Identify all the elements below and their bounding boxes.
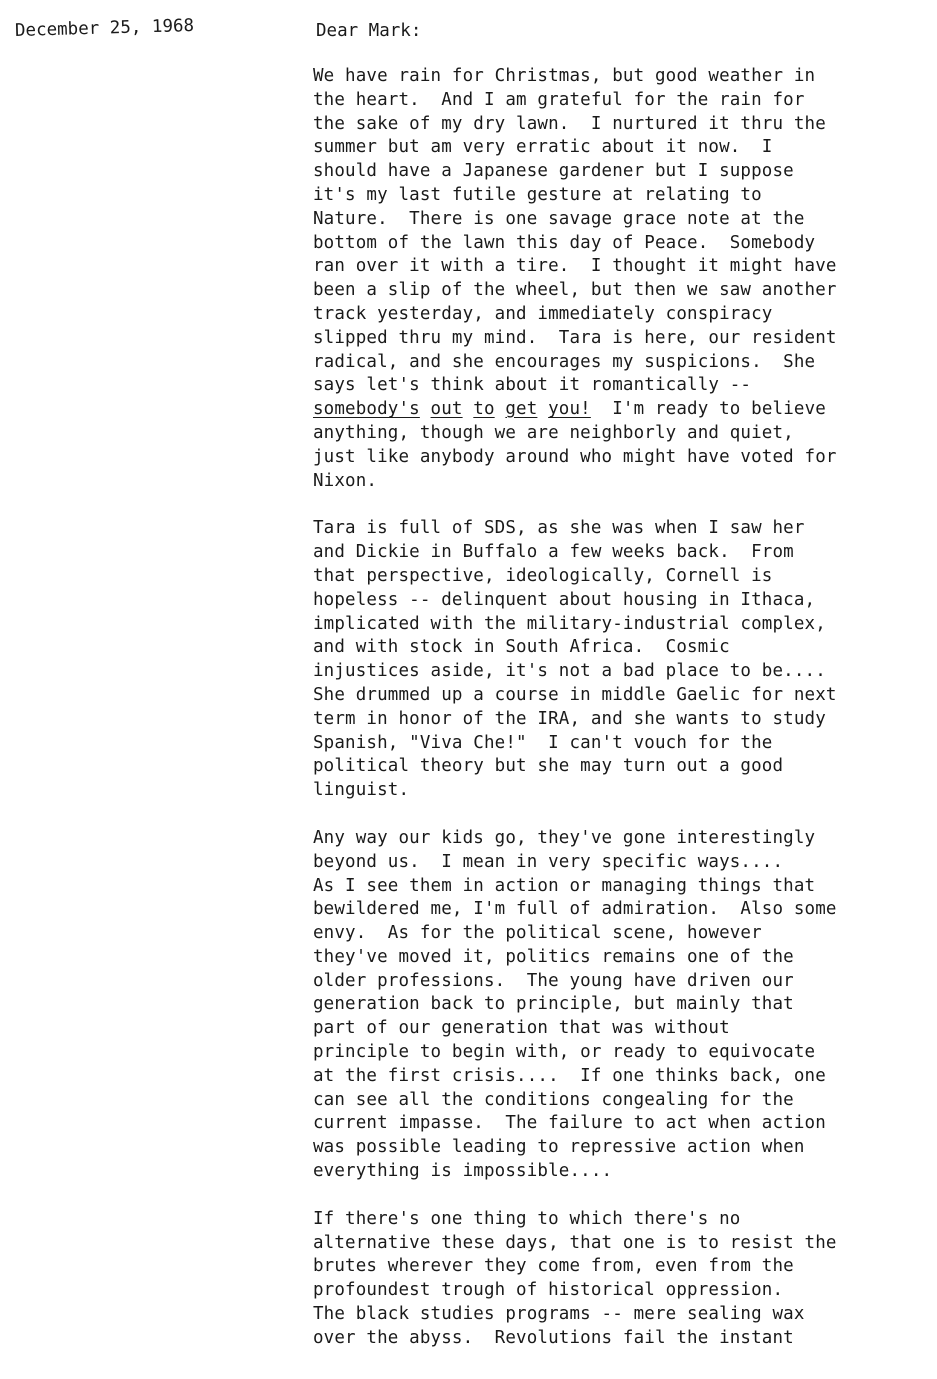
text-line: envy. As for the political scene, however xyxy=(313,923,762,944)
text-line: ran over it with a tire. I thought it might have xyxy=(313,256,837,277)
underlined-word: out xyxy=(430,399,463,420)
underlined-word: somebody's xyxy=(313,399,420,420)
text-line: We have rain for Christmas, but good weather in xyxy=(313,66,816,86)
text-line: anything, though we are neighborly and quiet, xyxy=(313,422,794,443)
text-line: bottom of the lawn this day of Peace. Somebody xyxy=(313,232,816,253)
text-line: She drummed up a course in middle Gaelic for next xyxy=(313,684,837,705)
text-line: The black studies programs -- mere sealing wax xyxy=(313,1304,805,1325)
text-line: Any way our kids go, they've gone interestingly xyxy=(313,827,816,848)
underlined-line xyxy=(313,398,913,422)
text-line: alternative these days, that one is to resist the xyxy=(313,1232,837,1253)
text-line: Nature. There is one savage grace note at the xyxy=(313,208,805,229)
text-line: generation back to principle, but mainly that xyxy=(313,994,794,1015)
text-line: political theory but she may turn out a good xyxy=(313,756,784,777)
text-line: brutes wherever they come from, even from the xyxy=(313,1256,794,1277)
letter-body xyxy=(313,65,913,1375)
text-line: been a slip of the wheel, but then we saw another xyxy=(313,280,837,301)
text-line: linguist. xyxy=(313,780,410,801)
text-line: slipped thru my mind. Tara is here, our resident xyxy=(313,327,837,348)
text-line: the sake of my dry lawn. I nurtured it thru the xyxy=(313,113,826,134)
paragraph-3 xyxy=(313,827,913,1184)
text-line: As I see them in action or managing things that xyxy=(313,875,816,896)
text-line: everything is impossible.... xyxy=(313,1161,613,1182)
text-line: was possible leading to repressive action when xyxy=(313,1137,805,1158)
text-line: and Dickie in Buffalo a few weeks back. From xyxy=(313,542,794,563)
text-line: Tara is full of SDS, as she was when I saw her xyxy=(313,518,805,539)
text-line: profoundest trough of historical oppression. xyxy=(313,1280,784,1301)
text-line: injustices aside, it's not a bad place to be.... xyxy=(313,661,826,682)
text-line: it's my last futile gesture at relating to xyxy=(313,184,762,205)
text-line: Nixon. xyxy=(313,470,378,491)
paragraph-1 xyxy=(313,65,913,493)
text-line: hopeless -- delinquent about housing in Ithaca, xyxy=(313,589,816,610)
text-line: implicated with the military-industrial complex, xyxy=(313,613,826,634)
text-line: part of our generation that was without xyxy=(313,1018,730,1039)
text-line: over the abyss. Revolutions fail the instant xyxy=(313,1327,794,1348)
salutation: Dear Mark: xyxy=(316,21,422,41)
text-line: current impasse. The failure to act when action xyxy=(313,1113,826,1134)
text-line: principle to begin with, or ready to equivocate xyxy=(313,1042,816,1063)
underlined-word: to xyxy=(473,399,495,420)
text-line: at the first crisis.... If one thinks back, one xyxy=(313,1065,826,1086)
text-line: that perspective, ideologically, Cornell is xyxy=(313,565,773,586)
text-line: should have a Japanese gardener but I suppose xyxy=(313,161,794,182)
text-line: term in honor of the IRA, and she wants to study xyxy=(313,708,826,729)
text-line: If there's one thing to which there's no xyxy=(313,1208,741,1229)
text-line: just like anybody around who might have voted for xyxy=(313,446,837,467)
underlined-word: get xyxy=(505,399,538,420)
text-line: summer but am very erratic about it now. I xyxy=(313,137,773,158)
text-line: bewildered me, I'm full of admiration. Also some xyxy=(313,899,837,920)
text-line: they've moved it, politics remains one of the xyxy=(313,946,794,967)
text-line: older professions. The young have driven our xyxy=(313,970,794,991)
text-line: says let's think about it romantically -- xyxy=(313,375,752,396)
text-fragment: I'm ready to believe xyxy=(590,399,826,420)
text-line: track yesterday, and immediately conspiracy xyxy=(313,303,773,324)
text-line: radical, and she encourages my suspicions. She xyxy=(313,351,816,372)
letter-date: December 25, 1968 xyxy=(14,16,195,41)
underlined-word: you! xyxy=(548,399,591,420)
text-line: the heart. And I am grateful for the rain for xyxy=(313,89,805,110)
text-line: beyond us. I mean in very specific ways.... xyxy=(313,851,784,872)
text-line: and with stock in South Africa. Cosmic xyxy=(313,637,730,658)
paragraph-2 xyxy=(313,517,913,803)
text-line: Spanish, "Viva Che!" I can't vouch for the xyxy=(313,732,773,753)
text-line: can see all the conditions congealing for the xyxy=(313,1089,794,1110)
paragraph-4 xyxy=(313,1208,913,1351)
